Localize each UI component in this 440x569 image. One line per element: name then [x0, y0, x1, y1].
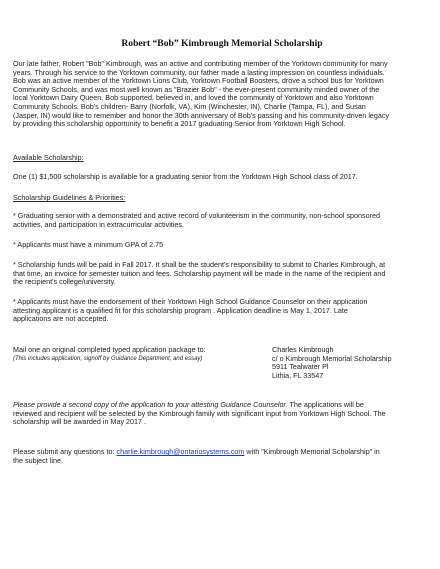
intro-line: local Yorktown Dairy Queen. Bob supported, believed in, and loved the community of Yorktown and also Yorktown [13, 93, 374, 103]
available-text: One (1) $1,500 scholarship is available for a graduating senior from the Yorktown High School class of 2017. [13, 172, 358, 181]
mailing-address [272, 346, 391, 380]
address-line: c/ o Kimbrough Memorial Scholarship [272, 353, 392, 363]
available-heading [13, 154, 431, 163]
guideline-item [13, 212, 431, 229]
address-line: 5911 Tealwater Pl [272, 362, 329, 372]
guidelines-heading-text: Scholarship Guidelines & Priorities: [13, 193, 126, 202]
intro-line: (Jasper, IN) would like to remember and honor the 30th anniversary of Bob's passing and his community-driven legacy [13, 110, 390, 120]
mail-section [13, 345, 431, 380]
page-title: Robert “Bob” Kimbrough Memorial Scholarship [121, 38, 323, 49]
guideline-item [13, 261, 431, 287]
guideline-line: applications are not accepted. [13, 314, 109, 324]
note-paragraph [13, 401, 431, 427]
available-heading-text: Available Scholarship: [13, 153, 84, 162]
note-text: The applications will be [287, 400, 364, 409]
contact-paragraph [13, 448, 431, 465]
guideline-line: * Applicants must have a minimum GPA of 2.75 [13, 240, 164, 249]
intro-line: years. Through his service to the Yorktown community, our father made a lasting impression on countless individuals. [13, 67, 385, 77]
note-italic: Please provide a second copy of the application to your attesting Guidance Counselor. [13, 400, 288, 409]
intro-line: by providing this scholarship opportunity to benefit a 2017 graduating Senior from Yorktown High School. [13, 119, 346, 129]
guideline-item [13, 298, 431, 324]
guideline-line: attesting applicant is a qualified fit for this scholarship program . Application deadline is May 1, 2017. Late [13, 305, 348, 315]
guideline-line: * Graduating senior with a demonstrated and active record of volunteerism in the community, non-school sponsored [13, 211, 381, 220]
contact-line: the subject line. [13, 455, 63, 465]
intro-line: Bob was an active member of the Yorktown Lions Club, Yorktown Football Boosters, drove a school bus for Yorktown [13, 76, 384, 86]
guideline-line: * Applicants must have the endorsement of their Yorktown High School Guidance Counselor on their application [13, 297, 368, 306]
contact-suffix: with "Kimbrough Memorial Scholarship" in [244, 447, 380, 456]
contact-email-link[interactable]: charlie.kimbrough@ontariosystems.com [116, 447, 245, 456]
mail-includes-note: (This includes application, signoff by Guidance Department, and essay) [13, 355, 203, 362]
guideline-line: that time, an invoice for semester tuition and fees. Scholarship payment will be made in the name of the recipient and [13, 268, 386, 278]
guideline-line: activities, and participation in extracurricular activities. [13, 219, 184, 229]
intro-line: Community Schools. Bob's children- Barry (Norfolk, VA), Kim (Winchester, IN), Charlie (Tampa, FL), and Susan [13, 101, 366, 111]
note-line: reviewed and recipient will be selected by the Kimbrough family with significant input from Yorktown High School. The [13, 408, 386, 418]
mail-instruction: Mail one an original completed typed application package to: [13, 345, 206, 354]
guidelines-heading [13, 194, 431, 203]
address-line: Charles Kimbrough [272, 345, 334, 354]
intro-paragraph [13, 60, 431, 129]
guideline-line: * Scholarship funds will be paid in Fall 2017. It shall be the student's responsibility to submit to Charles Kimbrough, at [13, 260, 386, 269]
guideline-line: the recipient's college/university. [13, 277, 116, 287]
guideline-item [13, 241, 431, 250]
intro-line: Our late father, Robert "Bob" Kimbrough, was an active and contributing member of the Yorktown community for many [13, 59, 388, 68]
address-line: Lithia, FL 33547 [272, 370, 324, 380]
intro-line: Community Schools, and was most well known as "Brazier Bob" - the ever-present community minded owner of the [13, 84, 380, 94]
contact-prefix: Please submit any questions to: [13, 447, 117, 456]
note-line: scholarship will be awarded in May 2017 . [13, 417, 147, 427]
